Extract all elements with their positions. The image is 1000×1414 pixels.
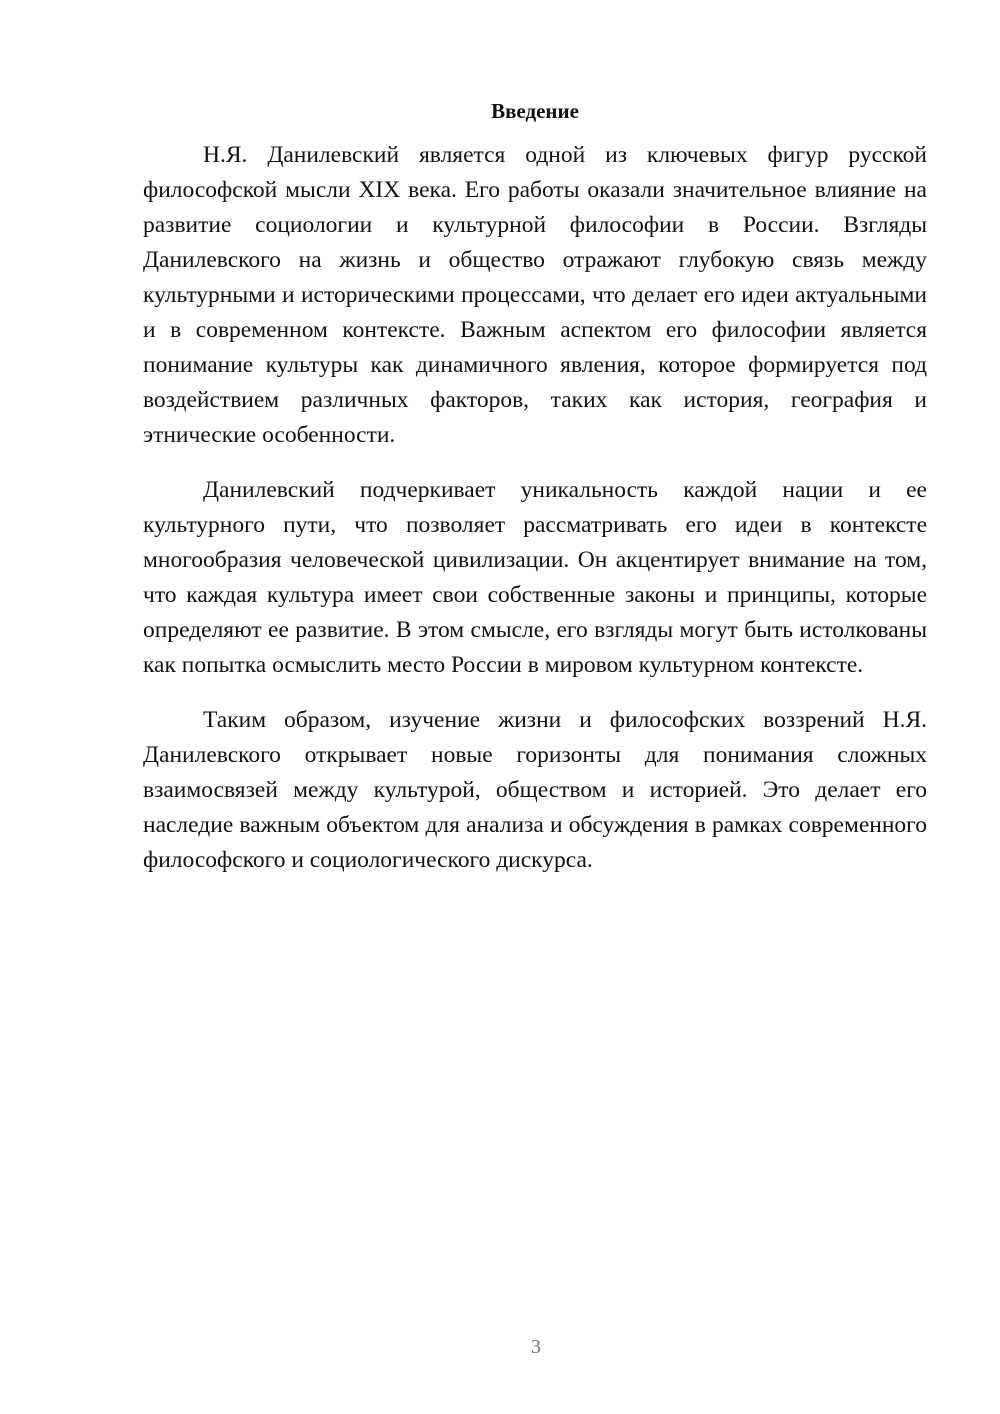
page-number: 3 <box>531 1336 541 1358</box>
page-content <box>143 96 927 878</box>
paragraph-2: Данилевский подчеркивает уникальность каждой нации и ее культурного пути, что позволяет рассматривать его идеи в контексте многообразия человеческой цивилизации. Он акцентирует внимание на том, что каждая культура имеет свои собственные законы и принципы, которые определяют ее развитие. В этом смысле, его взгляды могут быть истолкованы как попытка осмыслить место России в мировом культурном контексте. <box>143 477 927 678</box>
paragraph-3: Таким образом, изучение жизни и философских воззрений Н.Я. Данилевского открывает новые горизонты для понимания сложных взаимосвязей между культурой, обществом и историей. Это делает его наследие важным объектом для анализа и обсуждения в рамках современного философского и социологического дискурса. <box>143 707 927 873</box>
paragraph-1: Н.Я. Данилевский является одной из ключевых фигур русской философской мысли XIX века. Его работы оказали значительное влияние на развитие социологии и культурной философии в России. Взгляды Данилевского на жизнь и общество отражают глубокую связь между культурными и историческими процессами, что делает его идеи актуальными и в современном контексте. Важным аспектом его философии является понимание культуры как динамичного явления, которое формируется под воздействием различных факторов, таких как история, география и этнические особенности. <box>143 142 927 448</box>
page-title: Введение <box>491 99 579 123</box>
